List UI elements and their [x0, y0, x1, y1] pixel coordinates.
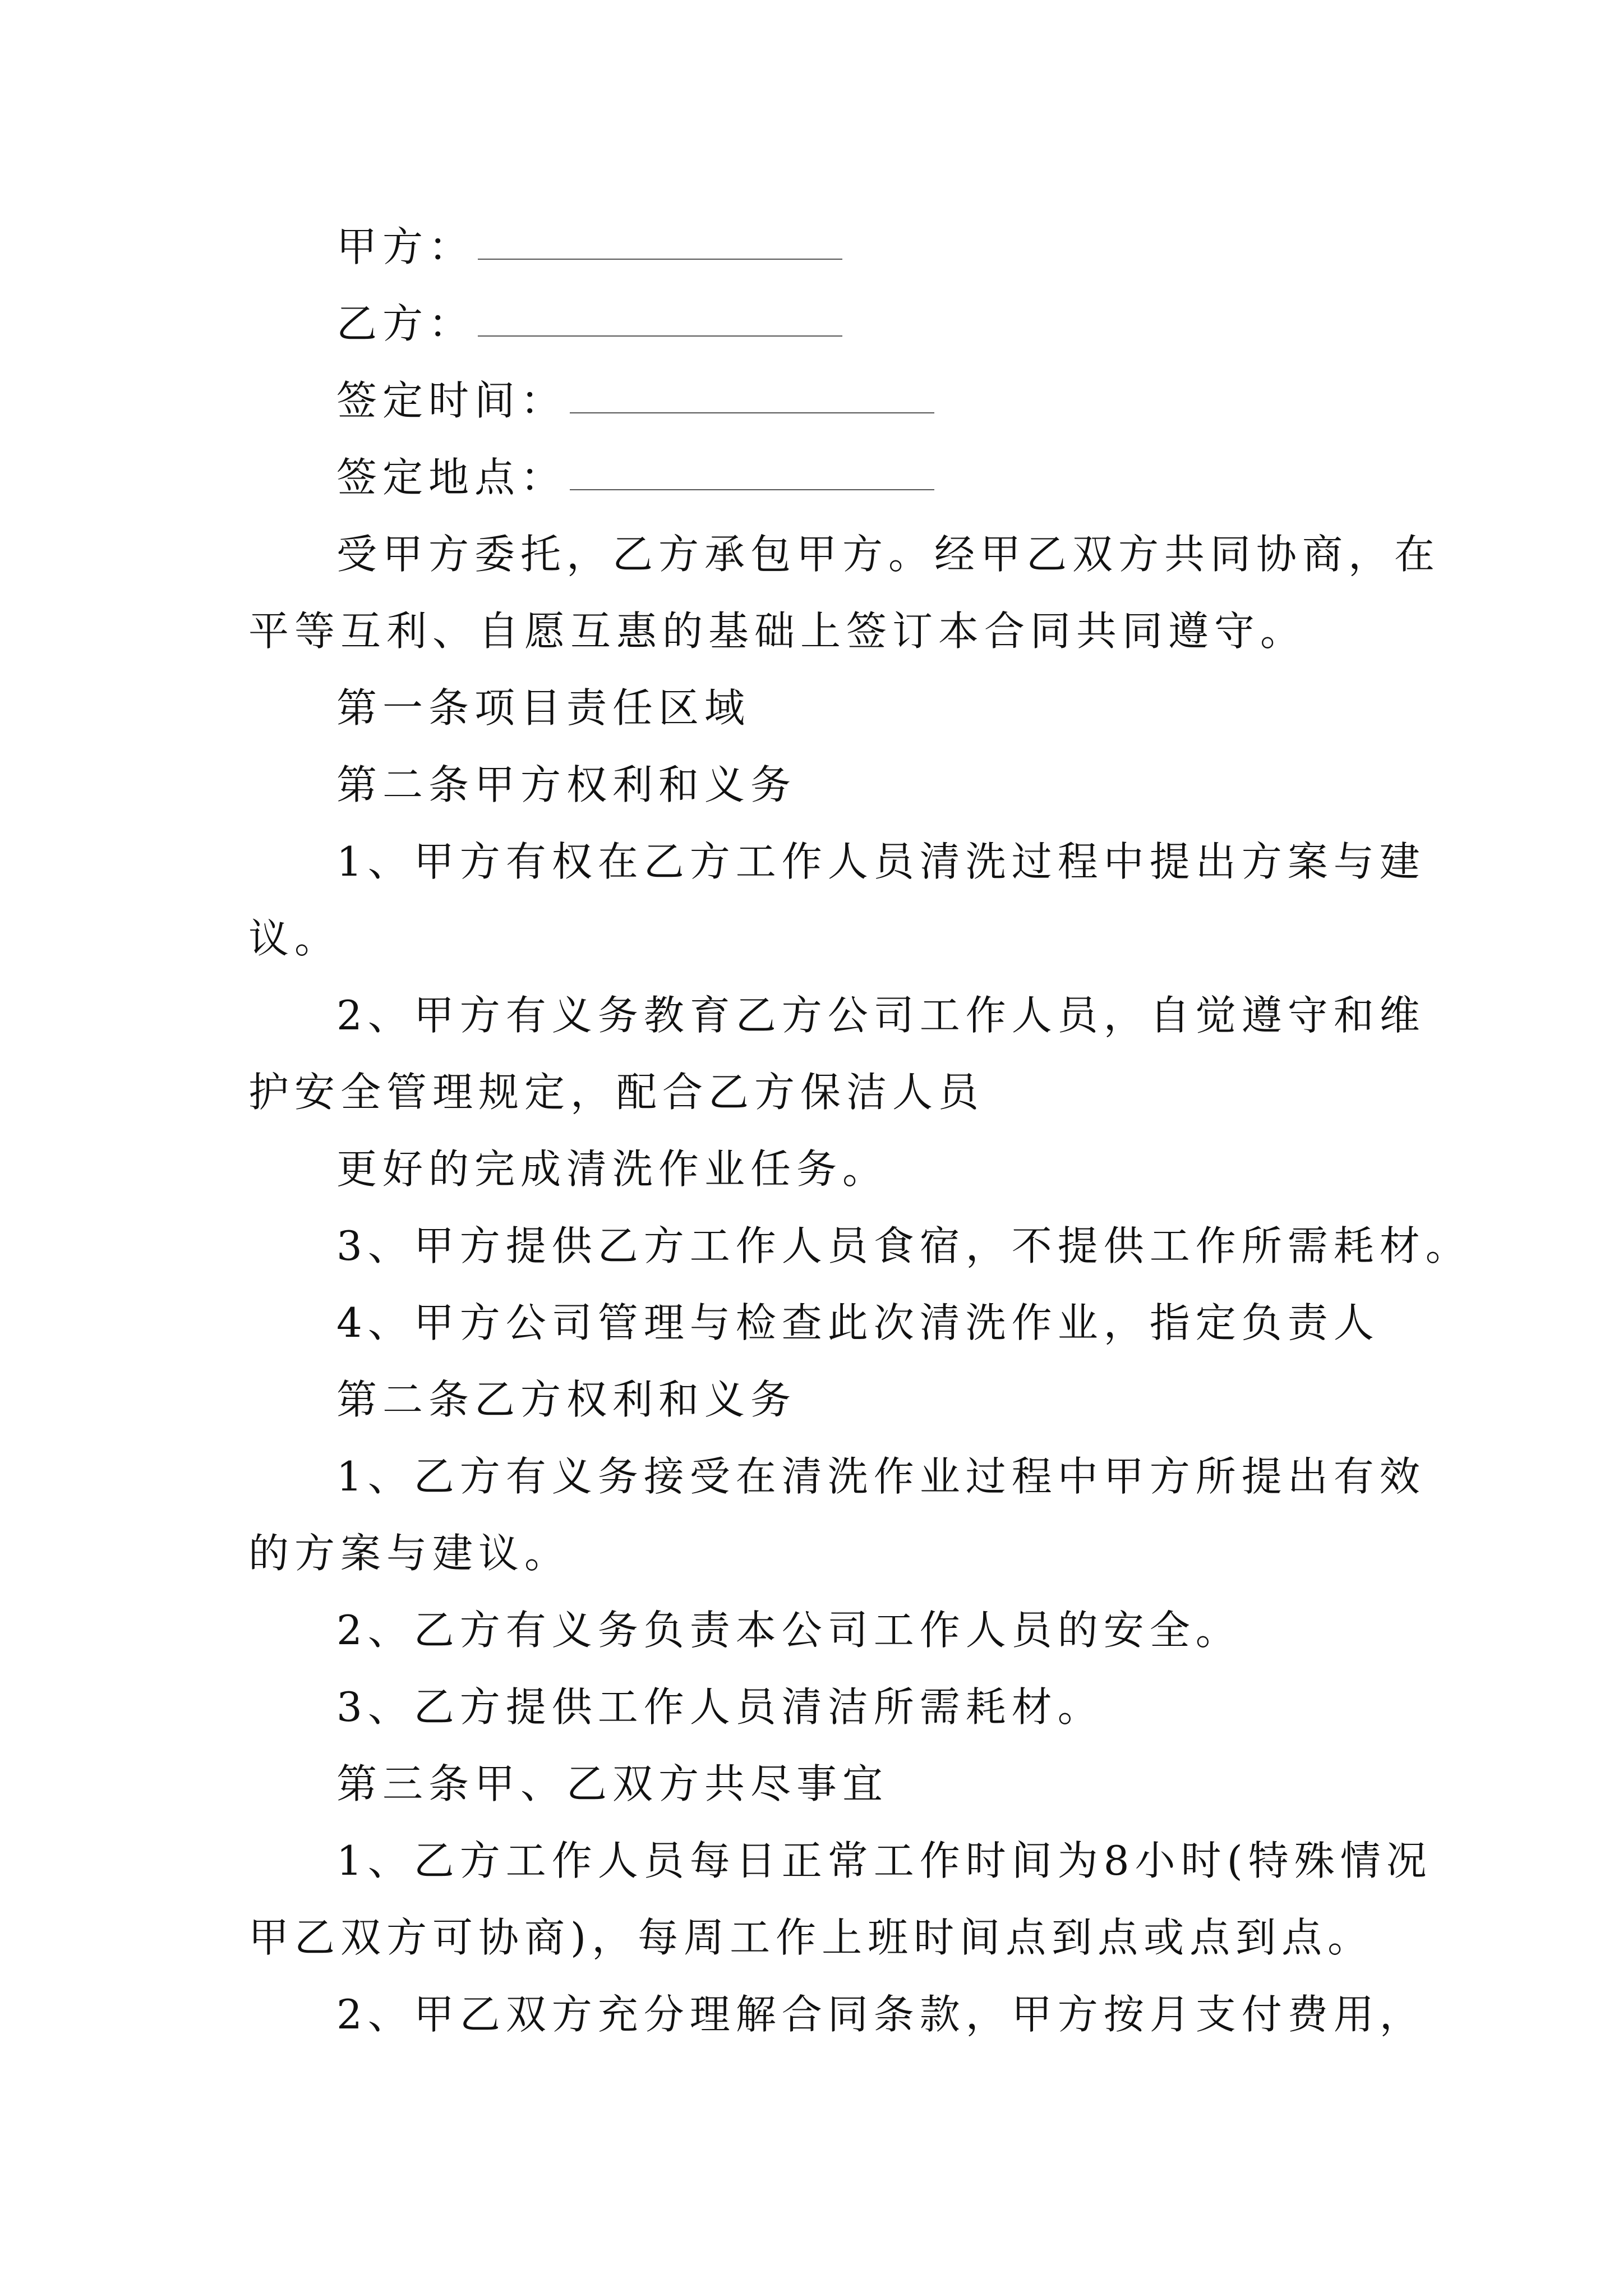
party-a-label: 甲方： — [336, 223, 475, 270]
preamble-line-2: 平等互利、自愿互惠的基础上签订本合同共同遵守。 — [248, 608, 1307, 655]
clause-b1-line-2: 的方案与建议。 — [248, 1530, 571, 1577]
party-b-field — [0, 298, 1623, 349]
clause-a2-line-1: 2、甲方有义务教育乙方公司工作人员，自觉遵守和维 — [336, 992, 1426, 1039]
article-2-heading: 第二条甲方权利和义务 — [336, 761, 797, 808]
clause-b2: 2、乙方有义务负责本公司工作人员的安全。 — [336, 1607, 1242, 1654]
signing-place-blank — [570, 452, 934, 490]
article-2b-heading: 第二条乙方权利和义务 — [336, 1376, 797, 1423]
signing-time-field — [0, 375, 1623, 426]
party-b-label: 乙方： — [336, 300, 475, 347]
signing-place-field — [0, 452, 1623, 503]
clause-a1-line-2: 议。 — [248, 915, 341, 962]
party-b-blank — [478, 298, 842, 337]
party-a-field — [0, 222, 1623, 272]
clause-a1-line-1: 1、甲方有权在乙方工作人员清洗过程中提出方案与建 — [336, 838, 1426, 885]
clause-b3: 3、乙方提供工作人员清洁所需耗材。 — [336, 1683, 1104, 1731]
clause-a2-line-3: 更好的完成清洗作业任务。 — [336, 1145, 889, 1193]
clause-a3: 3、甲方提供乙方工作人员食宿，不提供工作所需耗材。 — [336, 1222, 1472, 1269]
clause-b1-line-1: 1、乙方有义务接受在清洗作业过程中甲方所提出有效 — [336, 1453, 1426, 1500]
clause-c1-line-1: 1、乙方工作人员每日正常工作时间为8小时(特殊情况 — [336, 1837, 1432, 1884]
party-a-blank — [478, 222, 842, 260]
article-1-heading: 第一条项目责任区域 — [336, 684, 751, 731]
signing-place-label: 签定地点： — [336, 454, 567, 501]
signing-time-blank — [570, 375, 934, 413]
clause-a2-line-2: 护安全管理规定，配合乙方保洁人员 — [248, 1069, 985, 1116]
article-3-heading: 第三条甲、乙双方共尽事宜 — [336, 1760, 889, 1807]
preamble-line-1: 受甲方委托，乙方承包甲方。经甲乙双方共同协商，在 — [336, 531, 1441, 578]
signing-time-label: 签定时间： — [336, 377, 567, 424]
clause-c1-line-2: 甲乙双方可协商)，每周工作上班时间点到点或点到点。 — [248, 1914, 1374, 1961]
clause-c2-line-1: 2、甲乙双方充分理解合同条款，甲方按月支付费用， — [336, 1991, 1426, 2038]
clause-a4: 4、甲方公司管理与检查此次清洗作业，指定负责人 — [336, 1299, 1380, 1346]
